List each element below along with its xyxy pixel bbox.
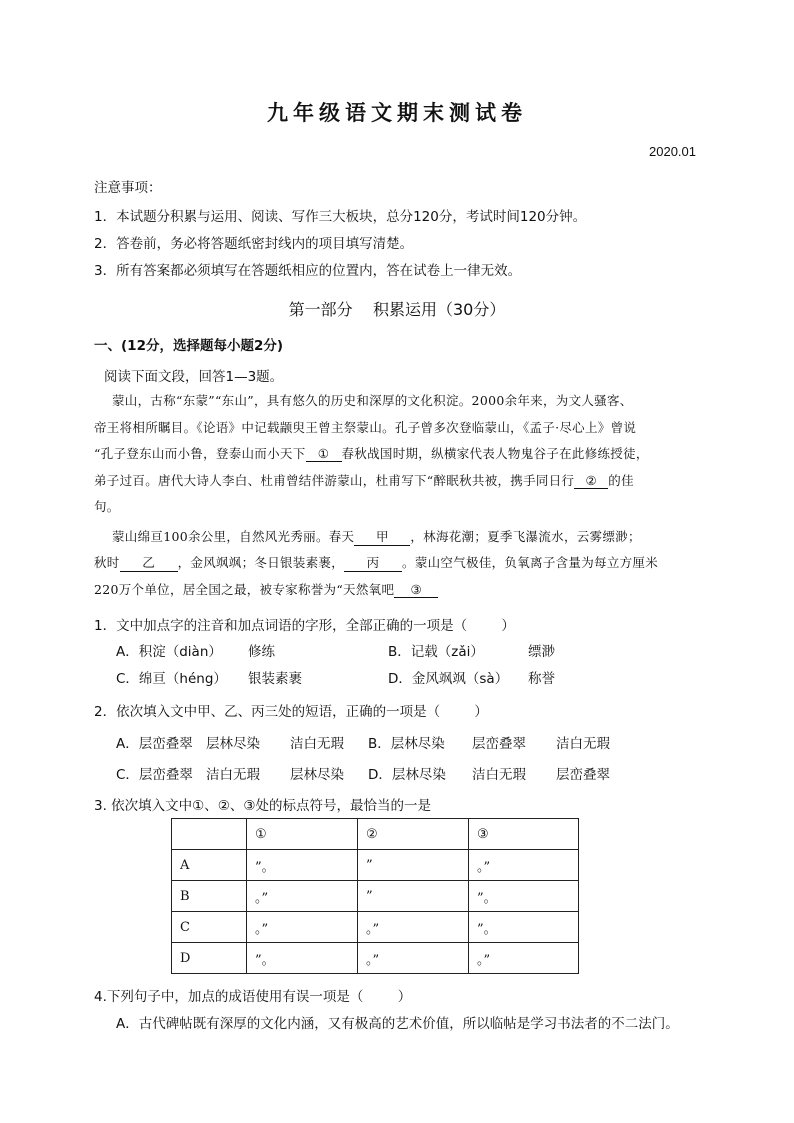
- table-cell: ”。: [247, 943, 358, 974]
- question-4: 4.下列句子中，加点的成语使用有误一项是（ ）: [94, 989, 412, 1005]
- table-cell: 。”: [247, 912, 358, 943]
- passage-line: 蒙山绵亘100余公里，自然风光秀丽。春天 甲 ，林海花潮；夏季飞瀑流水，云雾缥渺；: [112, 529, 641, 544]
- table-cell: 。”: [469, 943, 579, 974]
- punctuation-table: [171, 818, 579, 974]
- passage-line: 蒙山，古称“东蒙”“东山”，具有悠久的历史和深厚的文化积淀。2000余年来，为文人骚客、: [112, 393, 633, 408]
- blank-2: ②: [574, 473, 608, 489]
- q1-option-c-word: 银装素裹: [248, 671, 302, 687]
- table-row: [172, 850, 579, 881]
- section-title: 一、(12分，选择题每小题2分): [94, 338, 284, 354]
- blank-1: ①: [306, 446, 342, 462]
- q1-option-b-word: 缥渺: [528, 644, 555, 660]
- table-cell: ”: [358, 850, 469, 881]
- page-title: 九年级语文期末测试卷: [267, 100, 527, 125]
- table-cell: 。”: [358, 912, 469, 943]
- note-item: 1．本试题分积累与运用、阅读、写作三大板块，总分120分，考试时间120分钟。: [94, 209, 587, 225]
- q2-option: 层峦叠翠: [556, 767, 610, 783]
- table-header-cell: ②: [358, 819, 469, 850]
- section-intro: 阅读下面文段，回答1—3题。: [104, 369, 284, 385]
- question-1: 1．文中加点字的注音和加点词语的字形，全部正确的一项是（ ）: [94, 618, 515, 634]
- q1-option-d: D．金风飒飒（sà）: [388, 671, 509, 687]
- passage-line: 帝王将相所瞩目。《论语》中记载颛臾王曾主祭蒙山。孔子曾多次登临蒙山，《孟子·尽心上》曾说: [94, 420, 637, 435]
- blank-3: ③: [394, 582, 438, 598]
- table-header-cell: [172, 819, 247, 850]
- table-cell: 。”: [469, 850, 579, 881]
- table-cell: ”。: [469, 912, 579, 943]
- table-row: [172, 881, 579, 912]
- q2-option: D．层林尽染: [368, 767, 446, 783]
- q1-option-c: C．绵亘（héng）: [116, 671, 227, 687]
- table-row: [172, 912, 579, 943]
- q1-option-b: B．记载（zǎi）: [388, 644, 484, 660]
- blank-jia: 甲: [354, 527, 410, 546]
- table-cell: 。”: [247, 881, 358, 912]
- table-header-cell: ①: [247, 819, 358, 850]
- part-title: 第一部分 积累运用（30分）: [288, 300, 506, 319]
- blank-bing: 丙: [344, 553, 402, 572]
- note-item: 2．答卷前，务必将答题纸密封线内的项目填写清楚。: [94, 236, 414, 252]
- q1-option-d-word: 称誉: [528, 671, 555, 687]
- q2-option: 洁白无瑕: [556, 736, 610, 752]
- q4-option-a: A．古代碑帖既有深厚的文化内涵，又有极高的艺术价值，所以临帖是学习书法者的不二法门。: [116, 1016, 679, 1032]
- table-cell: B: [172, 881, 247, 912]
- passage-line: “孔子登东山而小鲁，登泰山而小天下 ① 春秋战国时期，纵横家代表人物鬼谷子在此修练授徒，: [94, 446, 649, 461]
- question-3: 3. 依次填入文中①、②、③处的标点符号，最恰当的一是: [94, 798, 431, 814]
- table-cell: D: [172, 943, 247, 974]
- table-cell: C: [172, 912, 247, 943]
- q1-option-a: A．积淀（diàn）: [116, 644, 222, 660]
- table-cell: ”。: [469, 881, 579, 912]
- q2-option: C．层峦叠翠: [116, 767, 193, 783]
- table-row: [172, 943, 579, 974]
- passage-line: 弟子过百。唐代大诗人李白、杜甫曾结伴游蒙山，杜甫写下“醉眠秋共被，携手同日行 ② 的佳: [94, 473, 634, 488]
- q2-option: 洁白无瑕: [290, 736, 344, 752]
- blank-yi: 乙: [120, 553, 178, 572]
- table-cell: ”。: [247, 850, 358, 881]
- question-2: 2．依次填入文中甲、乙、丙三处的短语，正确的一项是（ ）: [94, 704, 488, 720]
- passage-line: 句。: [94, 499, 120, 514]
- table-header-row: [172, 819, 579, 850]
- q2-option: 层林尽染: [290, 767, 344, 783]
- notes-heading: 注意事项：: [94, 180, 162, 196]
- note-item: 3．所有答案都必须填写在答题纸相应的位置内，答在试卷上一律无效。: [94, 263, 522, 279]
- q2-option: 层峦叠翠: [472, 736, 526, 752]
- passage-line: 220万个单位，居全国之最，被专家称誉为“天然氧吧 ③: [94, 580, 438, 598]
- passage-line: 秋时 乙 ，金风飒飒；冬日银装素裹， 丙 。蒙山空气极佳，负氧离子含量为每立方厘米: [94, 555, 659, 570]
- q2-option: A．层峦叠翠: [116, 736, 193, 752]
- table-cell: A: [172, 850, 247, 881]
- q2-option: B．层林尽染: [368, 736, 445, 752]
- q2-option: 层林尽染: [206, 736, 260, 752]
- table-cell: ”: [358, 881, 469, 912]
- q2-option: 洁白无瑕: [472, 767, 526, 783]
- q2-option: 洁白无瑕: [206, 767, 260, 783]
- q1-option-a-word: 修练: [248, 644, 275, 660]
- table-cell: 。”: [358, 943, 469, 974]
- exam-date: 2020.01: [649, 144, 696, 159]
- table-header-cell: ③: [469, 819, 579, 850]
